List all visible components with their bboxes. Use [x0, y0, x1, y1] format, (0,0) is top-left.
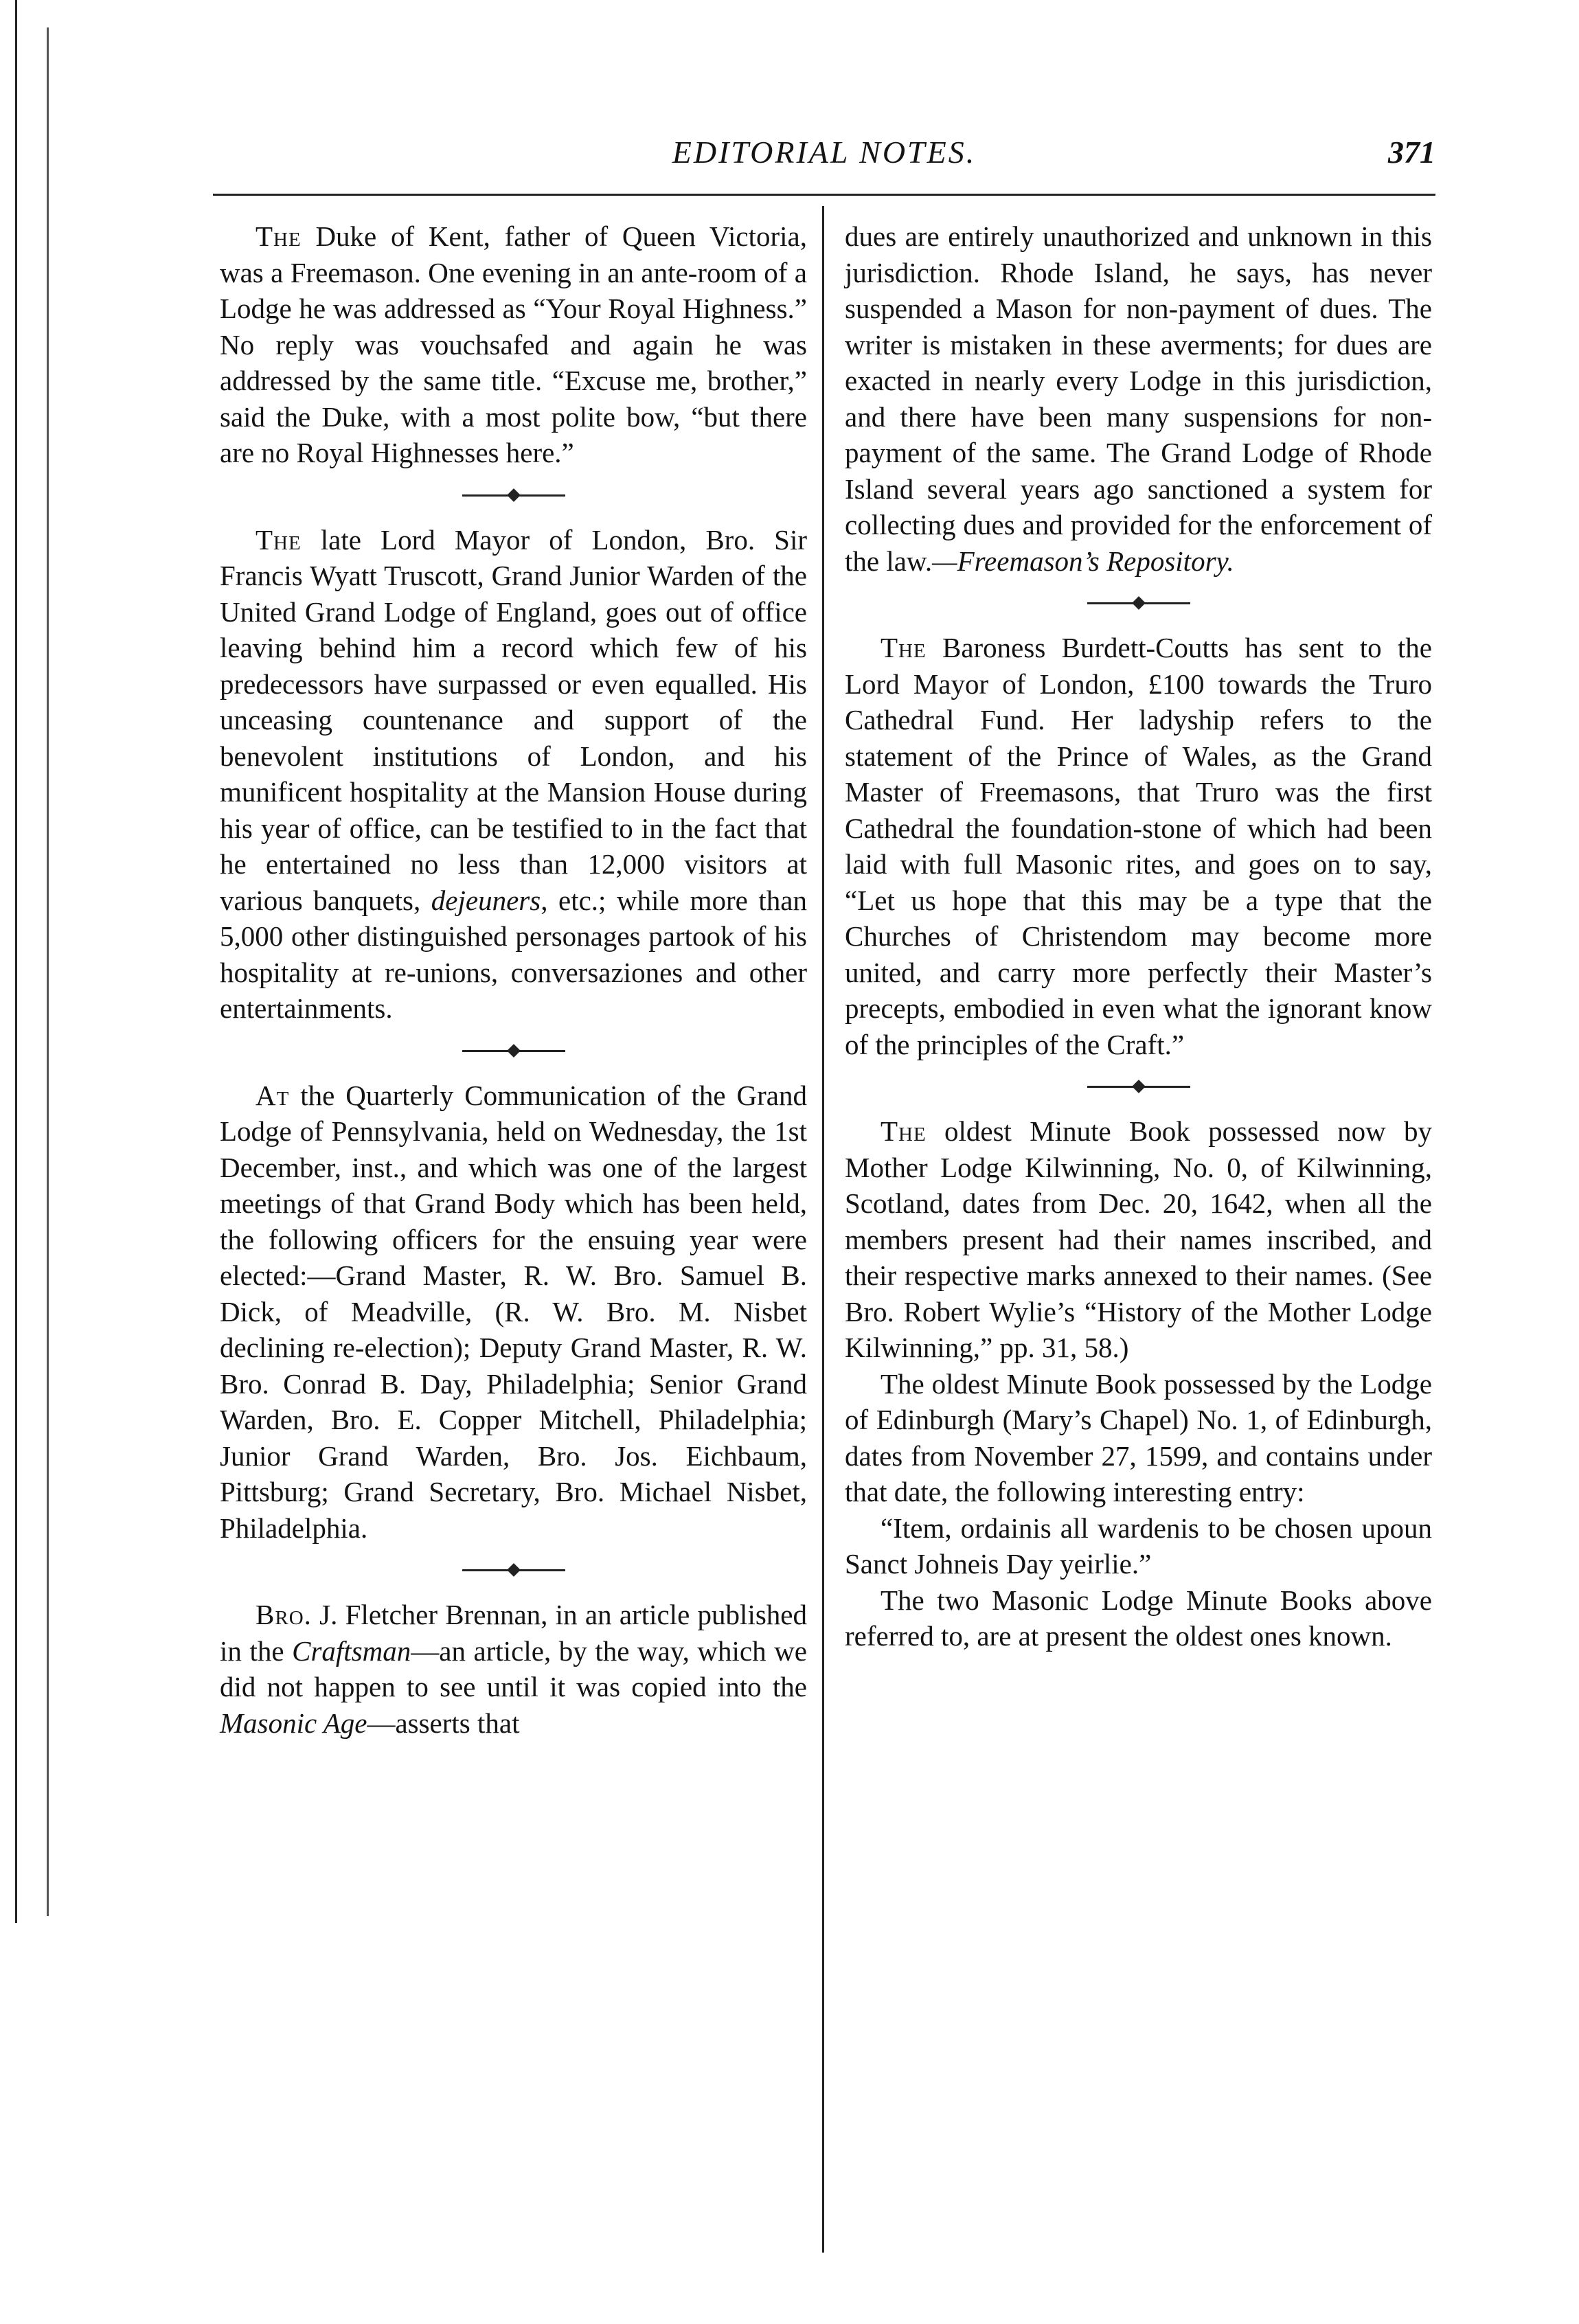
left-column	[220, 218, 807, 1741]
section-divider	[220, 475, 807, 515]
header-rule	[213, 194, 1435, 196]
note-oldest-books: The two Masonic Lodge Minute Books above referred to, are at present the oldest ones known.	[845, 1584, 1432, 1652]
binding-edge-line	[47, 27, 49, 1916]
section-divider	[220, 1031, 807, 1071]
note-burdett-coutts: The Baroness Burdett-Coutts has sent to the Lord Mayor of London, £100 towards the Truro Cathedral Fund. Her ladyship refers to the statement of the Prince of Wales, as the Grand Master of Freemasons, that Truro was the first Cathedral the foundation-stone of which had been laid with full Masonic rites, and goes on to say, “Let us hope that this may be a type that the Churches of Christendom may become more united, and carry more perfectly their Master’s precepts, embodied in even what the ignorant know of the principles of the Craft.”	[845, 632, 1432, 1060]
note-duke-of-kent: The Duke of Kent, father of Queen Victoria, was a Freemason. One evening in an ante-room of a Lodge he was addressed as “Your Royal Highness.” No reply was vouchsafed and again he was addressed by the same title. “Excuse me, brother,” said the Duke, with a most polite bow, “but there are no Royal Highnesses here.”	[220, 220, 807, 468]
quoted-entry: “Item, ordainis all wardenis to be chosen upoun Sanct Johneis Day yeirlie.”	[845, 1512, 1432, 1580]
note-lord-mayor: The late Lord Mayor of London, Bro. Sir Francis Wyatt Truscott, Grand Junior Warden of the United Grand Lodge of England, goes out of office leaving behind him a record which few of his predecessors have surpassed or even equalled. His unceasing countenance and support of the benevolent institutions of London, and his munificent hospitality at the Mansion House during his year of office, can be testified to in the fact that he entertained no less than 12,000 visitors at various banquets, dejeuners, etc.; while more than 5,000 other distinguished personages partook of his hospitality at re-unions, conversaziones and other entertainments.	[220, 523, 807, 1024]
section-divider	[845, 1067, 1432, 1106]
section-divider	[220, 1550, 807, 1590]
running-head-title: EDITORIAL NOTES.	[672, 135, 977, 170]
note-edinburgh-minute-book: The oldest Minute Book possessed by the Lodge of Edinburgh (Mary’s Chapel) No. 1, of Edinburgh, dates from November 27, 1599, and contains under that date, the following interesting entry:	[845, 1367, 1432, 1507]
running-head	[213, 134, 1435, 175]
note-fletcher-brennan: Bro. J. Fletcher Brennan, in an article published in the Craftsman—an article, by the way, which we did not happen to see until it was copied into the Masonic Age—asserts that	[220, 1599, 807, 1739]
binding-edge-line	[15, 0, 17, 1923]
right-column	[845, 218, 1432, 1654]
note-kilwinning-minute-book: The oldest Minute Book possessed now by Mother Lodge Kilwinning, No. 0, of Kilwinning, Scotland, dates from Dec. 20, 1642, when all the members present had their names inscribed, and their respective marks annexed to their names. (See Bro. Robert Wylie’s “History of the Mother Lodge Kilwinning,” pp. 31, 58.)	[845, 1115, 1432, 1363]
note-pennsylvania-grand-lodge: At the Quarterly Communication of the Grand Lodge of Pennsylvania, held on Wednesday, the 1st December, inst., and which was one of the largest meetings of that Grand Body which has been held, the following officers for the ensuing year were elected:—Grand Master, R. W. Bro. Samuel B. Dick, of Meadville, (R. W. Bro. M. Nisbet declining re-election); Deputy Grand Master, R. W. Bro. Conrad B. Day, Philadelphia; Senior Grand Warden, Bro. E. Copper Mitchell, Philadelphia; Junior Grand Warden, Bro. Jos. Eichbaum, Pittsburg; Grand Secretary, Bro. Michael Nisbet, Philadelphia.	[220, 1079, 807, 1544]
page-number: 371	[1388, 135, 1435, 170]
column-rule	[822, 206, 824, 2253]
section-divider	[845, 583, 1432, 623]
note-fletcher-brennan-continued: dues are entirely unauthorized and unknown in this jurisdiction. Rhode Island, he says, has never suspended a Mason for non-payment of dues. The writer is mistaken in these averments; for dues are exacted in nearly every Lodge in this jurisdiction, and there have been many suspensions for non-payment of the same. The Grand Lodge of Rhode Island several years ago sanctioned a system for collecting dues and provided for the enforcement of the law.—Freemason’s Repository.	[845, 220, 1432, 577]
source-citation: —Freemason’s Repository.	[932, 545, 1234, 577]
